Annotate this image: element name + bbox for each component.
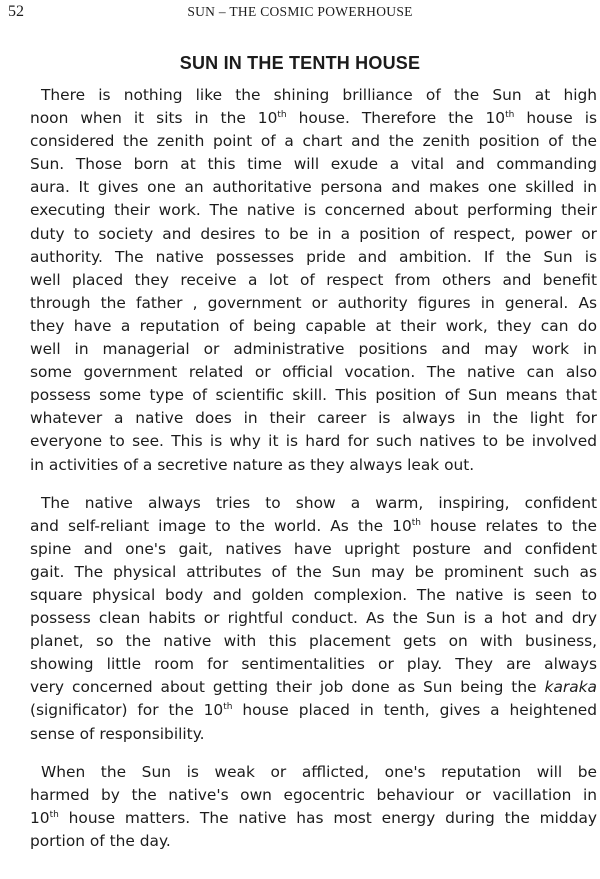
text-line: showing little room for sentimentalities or play. They are always [30,655,597,674]
text-line: When the Sun is weak or afflicted, one's reputation will be [41,762,597,781]
paragraph-3 [30,761,597,853]
text-line: and self-reliant image to the world. As the 10th house relates to the [30,516,597,535]
text-line: well in managerial or administrative positions and may work in [30,340,597,359]
text-line: The native always tries to show a warm, inspiring, confident [41,493,597,512]
text-line: square physical body and golden complexion. The native is seen to [30,585,597,604]
running-header [8,2,592,24]
paragraph-2 [30,492,597,746]
text-line: (significator) for the 10th house placed in tenth, gives a heightened [30,701,597,720]
text-line: planet, so the native with this placement gets on with business, [30,632,597,651]
page-number: 52 [8,3,24,20]
text-line: 10th house matters. The native has most energy during the midday [30,808,597,827]
text-line: authority. The native possesses pride and ambition. If the Sun is [30,247,597,266]
text-line: some government related or official vocation. The native can also [30,363,597,382]
text-line: very concerned about getting their job done as Sun being the karaka [30,678,597,697]
text-line: harmed by the native's own egocentric behaviour or vacillation in [30,785,597,804]
text-line: possess clean habits or rightful conduct. As the Sun is a hot and dry [30,609,597,628]
text-line: spine and one's gait, natives have upright posture and confident [30,539,597,558]
text-line: they have a reputation of being capable at their work, they can do [30,316,597,335]
text-line: everyone to see. This is why it is hard for such natives to be involved [30,432,597,451]
text-line: portion of the day. [30,831,171,850]
text-line: executing their work. The native is concerned about performing their [30,201,597,220]
text-line: sense of responsibility. [30,724,205,743]
chapter-heading: SUN IN THE TENTH HOUSE [179,53,421,74]
text-line: duty to society and desires to be in a position of respect, power or [30,224,597,243]
text-line: well placed they receive a lot of respect from others and benefit [30,270,597,289]
text-line: gait. The physical attributes of the Sun may be prominent such as [30,562,597,581]
text-line: in activities of a secretive nature as they always leak out. [30,455,475,474]
running-title: SUN – THE COSMIC POWERHOUSE [187,4,413,19]
paragraph-1 [30,84,597,477]
text-line: Sun. Those born at this time will exude a vital and commanding [30,155,597,174]
text-line: whatever a native does in their career is always in the light for [30,409,597,428]
text-line: noon when it sits in the 10th house. Therefore the 10th house is [30,109,598,128]
text-line: aura. It gives one an authoritative persona and makes one skilled in [30,178,597,197]
text-line: considered the zenith point of a chart and the zenith position of the [30,132,597,151]
text-line: through the father , government or authority figures in general. As [30,293,597,312]
body-text [30,84,597,868]
text-line: There is nothing like the shining brilliance of the Sun at high [41,86,597,104]
text-line: possess some type of scientific skill. This position of Sun means that [30,386,597,405]
